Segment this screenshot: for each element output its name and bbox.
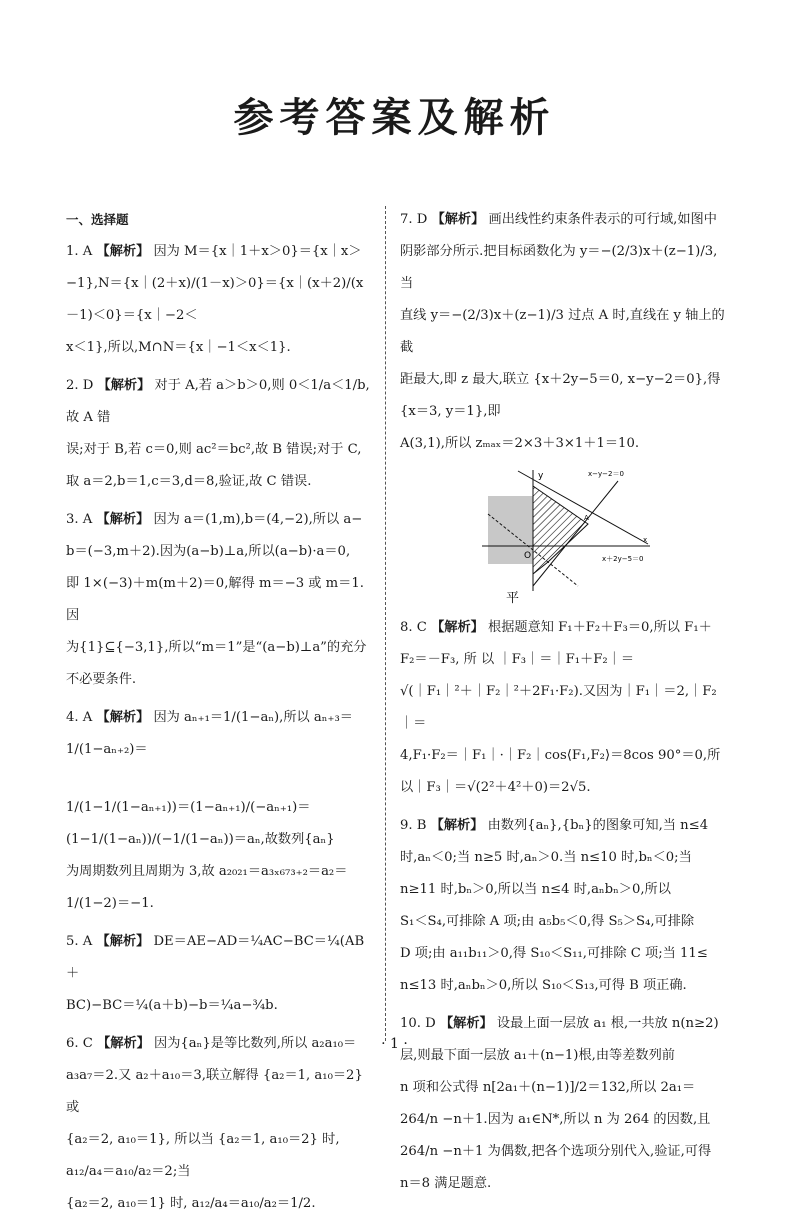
- answer-line: 以｜F₃｜＝√(2²＋4²＋0)＝2√5.: [400, 780, 591, 795]
- answer-line: 1/(1−1/(1−aₙ₊₁))＝(1−aₙ₊₁)/(−aₙ₊₁)＝(1−1/(1−aₙ))/(−1/(1−aₙ))＝aₙ,故数列{aₙ}: [66, 800, 335, 847]
- answer-line: 由数列{aₙ},{bₙ}的图象可知,当 n≤4: [487, 818, 709, 833]
- answer-number: 5. A: [66, 934, 93, 949]
- left-column: [66, 204, 372, 1220]
- answer-5: [66, 926, 372, 1022]
- answer-line: S₁＜S₄,可排除 A 项;由 a₅b₅＜0,得 S₅＞S₄,可排除: [400, 914, 695, 929]
- answer-2: [66, 370, 372, 498]
- answer-line: b＝(−3,m＋2).因为(a−b)⊥a,所以(a−b)·a＝0,: [66, 544, 351, 559]
- answer-line: n≤13 时,aₙbₙ＞0,所以 S₁₀＜S₁₃,可得 B 项正确.: [400, 978, 687, 993]
- answer-line: 因为{aₙ}是等比数列,所以 a₂a₁₀＝: [154, 1036, 357, 1051]
- answer-line: 因为 M＝{x｜1＋x＞0}＝{x｜x＞: [153, 244, 362, 259]
- answer-line: 264/n −n＋1 为偶数,把各个选项分别代入,验证,可得: [400, 1144, 712, 1159]
- answer-line: √(｜F₁｜²＋｜F₂｜²＋2F₁·F₂).又因为｜F₁｜＝2,｜F₂｜＝: [400, 684, 717, 731]
- answer-1: [66, 236, 372, 364]
- answer-line: n≥11 时,bₙ＞0,所以当 n≤4 时,aₙbₙ＞0,所以: [400, 882, 671, 897]
- line-label-2: x＋2y−5＝0: [602, 555, 644, 563]
- answer-line: 264/n −n＋1.因为 a₁∈N*,所以 n 为 264 的因数,且: [400, 1112, 711, 1127]
- column-divider: [385, 206, 386, 1041]
- answer-line: −1},N＝{x｜(2＋x)/(1－x)＞0}＝{x｜(x＋2)/(x－1)＜0}＝{x｜−2＜: [66, 276, 364, 323]
- feasible-region-diagram: [478, 466, 658, 606]
- answer-line: 误;对于 B,若 c＝0,则 ac²＝bc²,故 B 错误;对于 C,: [66, 442, 362, 457]
- answer-line: n 项和公式得 n[2a₁＋(n−1)]/2＝132,所以 2a₁＝: [400, 1080, 696, 1095]
- answer-line: 层,则最下面一层放 a₁＋(n−1)根,由等差数列前: [400, 1048, 675, 1063]
- answer-line: n＝8 满足题意.: [400, 1176, 492, 1191]
- x-axis-label: x: [643, 536, 648, 544]
- answer-line: 时,aₙ＜0;当 n≥5 时,aₙ＞0.当 n≤10 时,bₙ＜0;当: [400, 850, 692, 865]
- answer-line: 为{1}⊆{−3,1},所以“m＝1”是“(a−b)⊥a”的充分: [66, 640, 367, 655]
- analysis-tag: 【解析】: [96, 934, 150, 949]
- answer-8: [400, 612, 726, 804]
- answer-line: 1/(1−2)＝−1.: [66, 896, 154, 911]
- answer-number: 3. A: [66, 512, 93, 527]
- answer-line: F₂＝－F₃, 所 以 ｜F₃｜＝｜F₁＋F₂｜＝: [400, 652, 635, 667]
- origin-label: O: [524, 551, 532, 561]
- answer-line: 画出线性约束条件表示的可行域,如图中: [488, 212, 717, 227]
- answer-number: 4. A: [66, 710, 93, 725]
- answer-7: [400, 204, 726, 606]
- answer-line: D 项;由 a₁₁b₁₁＞0,得 S₁₀＜S₁₁,可排除 C 项;当 11≤: [400, 946, 708, 961]
- page-number: · 1 ·: [381, 1036, 408, 1052]
- answer-line: 为周期数列且周期为 3,故 a₂₀₂₁＝a₃ₓ₆₇₃₊₂＝a₂＝: [66, 864, 348, 879]
- answer-line: x＜1},所以,M∩N＝{x｜−1＜x＜1}.: [66, 340, 291, 355]
- analysis-tag: 【解析】: [97, 1036, 150, 1051]
- answer-6: [66, 1028, 372, 1220]
- answer-line: 因为 a＝(1,m),b＝(4,−2),所以 a−: [153, 512, 363, 527]
- analysis-tag: 【解析】: [431, 620, 484, 635]
- answer-number: 2. D: [66, 378, 94, 393]
- analysis-tag: 【解析】: [430, 818, 484, 833]
- analysis-tag: 【解析】: [96, 512, 150, 527]
- line-label-1: x−y−2＝0: [588, 470, 624, 478]
- answer-number: 9. B: [400, 818, 427, 833]
- answer-line: 阴影部分所示.把目标函数化为 y＝−(2/3)x＋(z−1)/3,当: [400, 244, 718, 291]
- answer-line: 即 1×(−3)＋m(m＋2)＝0,解得 m＝−3 或 m＝1.因: [66, 576, 364, 623]
- answer-4: [66, 702, 372, 920]
- analysis-tag: 【解析】: [431, 212, 485, 227]
- answer-line: 4,F₁·F₂＝｜F₁｜·｜F₂｜cos⟨F₁,F₂⟩＝8cos 90°＝0,所: [400, 748, 721, 763]
- answer-3: [66, 504, 372, 696]
- answer-line: a₃a₇＝2.又 a₂＋a₁₀＝3,联立解得 {a₂＝1, a₁₀＝2} 或: [66, 1068, 363, 1115]
- y-axis-label: y: [538, 471, 544, 481]
- answer-line: {a₂＝2, a₁₀＝1} 时, a₁₂/a₄＝a₁₀/a₂＝1/2.: [66, 1196, 316, 1211]
- page-title: 参考答案及解析: [233, 95, 556, 141]
- answer-line: 取 a＝2,b＝1,c＝3,d＝8,验证,故 C 错误.: [66, 474, 312, 489]
- analysis-tag: 【解析】: [96, 244, 150, 259]
- answer-number: 7. D: [400, 212, 428, 227]
- answer-line: 设最上面一层放 a₁ 根,一共放 n(n≥2): [496, 1016, 719, 1031]
- answer-number: 8. C: [400, 620, 427, 635]
- answer-line: 不必要条件.: [66, 672, 137, 687]
- answer-line: 距最大,即 z 最大,联立 {x＋2y−5＝0, x−y−2＝0},得 {x＝3, y＝1},即: [400, 372, 721, 419]
- answer-line: 根据题意知 F₁＋F₂＋F₃＝0,所以 F₁＋: [488, 620, 712, 635]
- answer-number: 1. A: [66, 244, 93, 259]
- answer-line: A(3,1),所以 zₘₐₓ＝2×3＋3×1＋1＝10.: [400, 436, 640, 451]
- answer-line: 对于 A,若 a＞b＞0,则 0＜1/a＜1/b,故 A 错: [66, 378, 370, 425]
- analysis-tag: 【解析】: [96, 710, 150, 725]
- figure-stray-glyph: 平: [506, 591, 520, 606]
- answer-9: [400, 810, 726, 1002]
- answer-number: 6. C: [66, 1036, 93, 1051]
- answer-line: BC)−BC＝¼(a＋b)−b＝¼a−¾b.: [66, 998, 278, 1013]
- section-title: 一、选择题: [66, 212, 129, 227]
- answer-number: 10. D: [400, 1016, 436, 1031]
- analysis-tag: 【解析】: [97, 378, 151, 393]
- feasible-region-figure: [478, 466, 658, 606]
- answer-line: 直线 y＝−(2/3)x＋(z−1)/3 过点 A 时,直线在 y 轴上的截: [400, 308, 725, 355]
- answer-line: 因为 aₙ₊₁＝1/(1−aₙ),所以 aₙ₊₃＝1/(1−aₙ₊₂)＝: [66, 710, 353, 757]
- hatched-region: [533, 486, 588, 574]
- analysis-tag: 【解析】: [439, 1016, 493, 1031]
- answer-line: DE＝AE−AD＝¼AC−BC＝¼(AB＋: [66, 934, 365, 981]
- answer-line: {a₂＝2, a₁₀＝1}, 所以当 {a₂＝1, a₁₀＝2} 时, a₁₂/a₄＝a₁₀/a₂＝2;当: [66, 1132, 340, 1179]
- point-a-label: A: [584, 514, 589, 522]
